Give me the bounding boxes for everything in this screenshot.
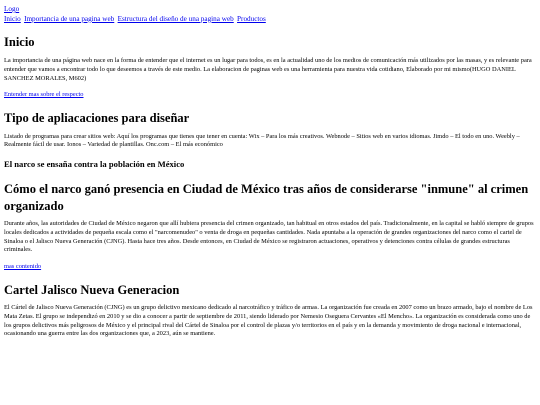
narco-heading: Cómo el narco ganó presencia en Ciudad de México tras años de considerarse "inmune" al crimen organizado — [4, 181, 529, 213]
section-narco — [4, 159, 536, 272]
nav-link-productos[interactable]: Productos — [237, 14, 266, 23]
tipos-paragraph: Listado de programas para crear sitios web: Aquí los programas que tienes que tener en cuenta: Wix – Para los más creativos. Webnode – Sitios web en varios idiomas. Jimdo – El todo en uno. Weebly – Realmente fácil de usar. Ionos – Variedad de plantillas. Onc.com – El más económico — [4, 132, 520, 149]
inicio-paragraph: La importancia de una página web nace en la forma de entender que el internet es un lugar para todos, es en la actualidad uno de los medios de comunicación más utilizados por las masas, y es relevante para entender que vamos a encontrar todo lo que deseemos a través de este medio. La elaboracion de paginas web es una herramienta para nuestra vida cotidiano, Elaborado por mi mismo(HUGO DANIEL SANCHEZ MORALES, M602) — [4, 57, 532, 82]
entender-mas-link[interactable]: Entender mas sobre el respecto — [4, 91, 84, 99]
mas-contenido-link[interactable]: mas contenido — [4, 262, 42, 270]
nav-link-inicio[interactable]: Inicio — [4, 14, 21, 23]
cjng-paragraph: El Cártel de Jalisco Nueva Generación (CJNG) es un grupo delictivo mexicano dedicado al narcotráfico y tráfico de armas. La organización fue creada en 2007 como un brazo armado, bajo el nombre de Los Mata Zetas. El grupo se independizó en 2010 y se dio a conocer a partir de septiembre de 2011, siendo liderado por Nemesio Oseguera Cervantes «El Mencho». La organización es considerada como uno de los grupos delictivos más peligrosos de México y el principal rival del Cártel de Sinaloa por el control de plazas y/o territorios en el país y en la demanda y movimiento de droga nacional e internacional, ocasionando una guerra entre las dos organizaciones que, a 2023, aún se mantiene. — [4, 304, 533, 338]
section-cjng — [4, 282, 536, 339]
cjng-heading: Cartel Jalisco Nueva Generacion — [4, 282, 180, 297]
tipos-heading: Tipo de apliacaciones para diseñar — [4, 110, 190, 125]
narco-kicker: El narco se ensaña contra la población en México — [4, 159, 185, 170]
section-inicio — [4, 34, 536, 99]
logo-link[interactable]: Logo — [4, 5, 20, 13]
top-nav — [4, 5, 536, 24]
narco-paragraph: Durante años, las autoridades de Ciudad de México negaron que allí hubiera presencia del crimen organizado, tan habitual en otros estados del país. Tradicionalmente, en la capital se habló siempre de grupos locales dedicados a actividades de pequeña escala como el "narcomenudeo" o venta de droga en pequeñas cantidades. Nada apuntaba a la operación de grandes organizaciones del narco como el cartel de Sinaloa o el Jalisco Nueva Generación (CJNG). Hasta hace tres años. Desde entonces, en Ciudad de México se registraron actuaciones, operativos y detenciones contra células de grandes estructuras criminales. — [4, 220, 534, 254]
nav-links — [4, 15, 536, 25]
inicio-heading: Inicio — [4, 35, 35, 50]
nav-link-estructura[interactable]: Estructura del diseño de una pagina web — [117, 14, 234, 23]
section-tipos — [4, 110, 536, 150]
nav-link-importancia[interactable]: Importancia de una pagina web — [24, 14, 115, 23]
